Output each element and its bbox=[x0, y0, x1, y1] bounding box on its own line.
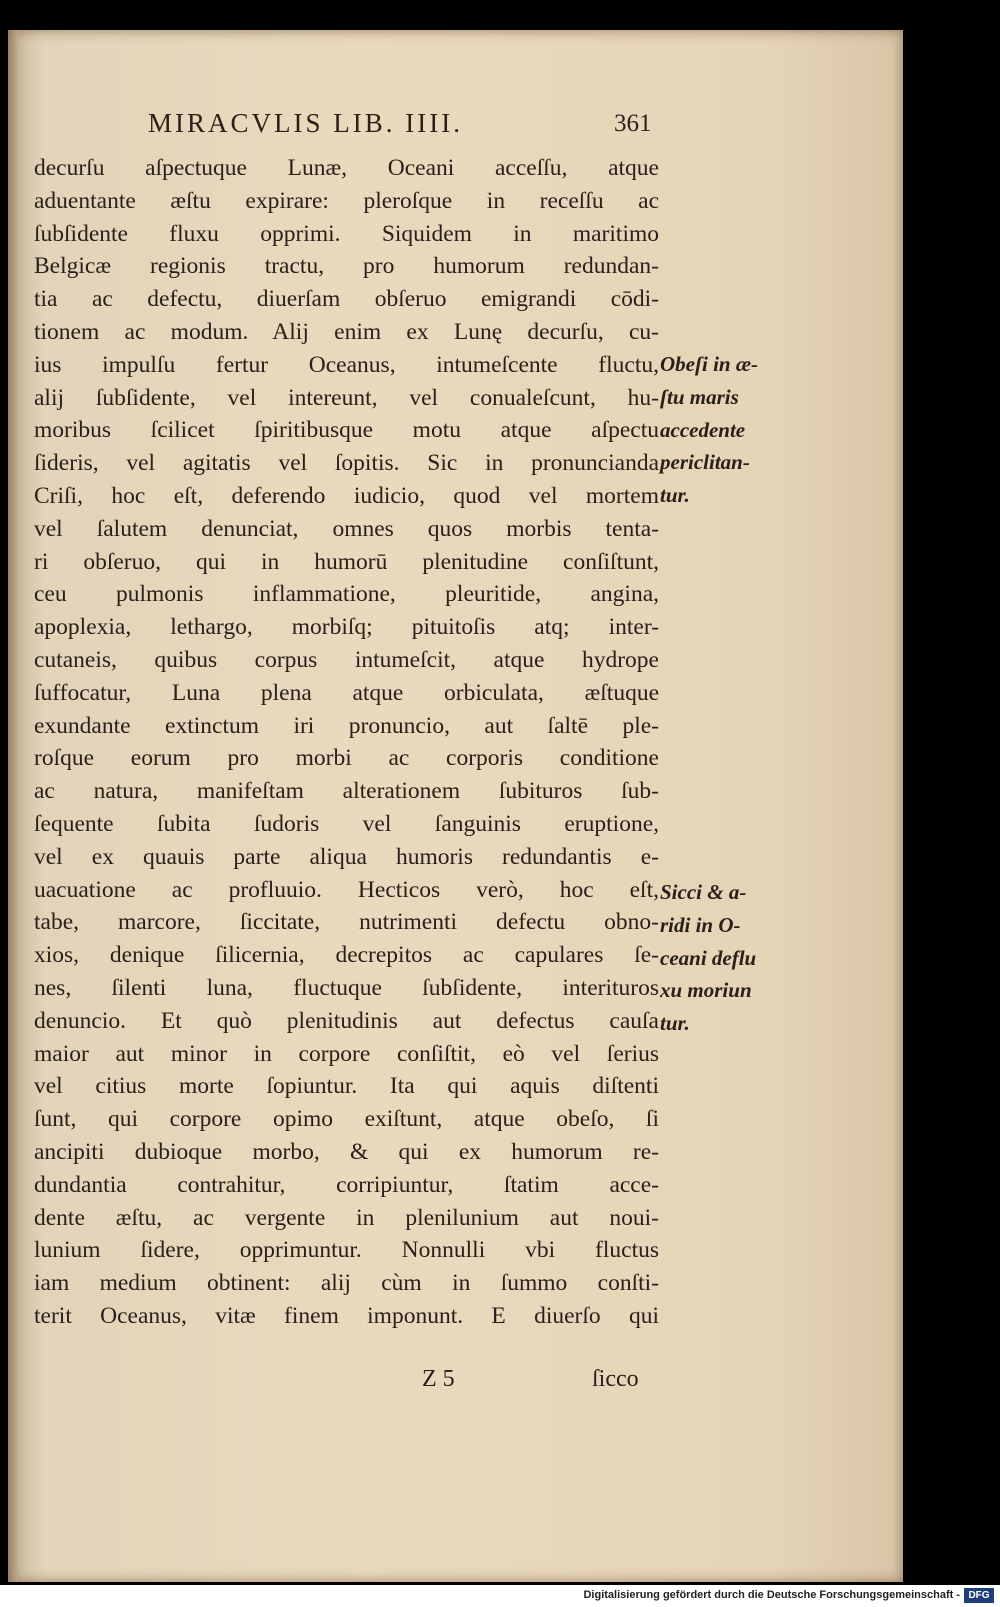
page-number: 361 bbox=[614, 110, 652, 137]
text-line: Criſi, hoc eſt, deferendo iudicio, quod vel mortem bbox=[34, 482, 659, 509]
text-line: uacuatione ac profluuio. Hecticos verò, hoc eſt, bbox=[34, 876, 659, 903]
digitization-footer bbox=[0, 1585, 1000, 1607]
text-line: aduentante æſtu expirare: pleroſque in receſſu ac bbox=[34, 187, 659, 214]
text-line: moribus ſcilicet ſpiritibusque motu atque aſpectu bbox=[34, 417, 659, 444]
text-line: cutaneis, quibus corpus intumeſcit, atque hydrope bbox=[34, 646, 659, 673]
text-line: xios, denique ſilicernia, decrepitos ac capulares ſe- bbox=[34, 942, 659, 969]
text-line: terit Oceanus, vitæ finem imponunt. E diuerſo qui bbox=[34, 1302, 659, 1329]
margin-note-line: tur. bbox=[660, 483, 690, 508]
text-line: tia ac defectu, diuerſam obſeruo emigrandi cōdi- bbox=[34, 286, 659, 313]
footer-credit-text: Digitalisierung gefördert durch die Deutsche Forschungsgemeinschaft - bbox=[583, 1589, 960, 1601]
margin-note-line: Obeſi in æ- bbox=[660, 352, 758, 376]
margin-note-line: xu moriun bbox=[660, 978, 752, 1003]
text-line: ſequente ſubita ſudoris vel ſanguinis eruptione, bbox=[34, 810, 659, 837]
margin-note-line: Sicci & a- bbox=[660, 880, 747, 904]
text-line: ſubſidente fluxu opprimi. Siquidem in maritimo bbox=[34, 220, 659, 247]
text-line: Belgicæ regionis tractu, pro humorum redundan- bbox=[34, 253, 659, 280]
signature-mark: Z 5 bbox=[422, 1366, 455, 1392]
text-line: ſunt, qui corpore opimo exiſtunt, atque obeſo, ſi bbox=[34, 1106, 659, 1133]
margin-note-line: ſtu maris bbox=[660, 384, 739, 409]
text-line: ri obſeruo, qui in humorū plenitudine conſiſtunt, bbox=[34, 548, 659, 575]
text-line: dente æſtu, ac vergente in plenilunium aut noui- bbox=[34, 1204, 659, 1231]
catchword: ſicco bbox=[592, 1366, 639, 1392]
text-line: ſideris, vel agitatis vel ſopitis. Sic in pronuncianda bbox=[34, 450, 659, 477]
text-line: lunium ſidere, opprimuntur. Nonnulli vbi fluctus bbox=[34, 1237, 659, 1264]
text-line: vel citius morte ſopiuntur. Ita qui aquis diſtenti bbox=[34, 1073, 659, 1100]
text-line: apoplexia, lethargo, morbiſq; pituitoſis atq; inter- bbox=[34, 614, 659, 641]
margin-note-line: tur. bbox=[660, 1011, 690, 1036]
margin-note-line: periclitan- bbox=[660, 450, 750, 475]
margin-note-line: ceani deflu bbox=[660, 945, 757, 970]
margin-note-line: ridi in O- bbox=[660, 912, 741, 937]
text-line: iam medium obtinent: alij cùm in ſummo conſti- bbox=[34, 1270, 659, 1297]
text-line: exundante extinctum iri pronuncio, aut ſaltē ple- bbox=[34, 712, 659, 739]
dfg-logo: DFG bbox=[964, 1588, 994, 1603]
text-line: nes, ſilenti luna, fluctuque ſubſidente, interituros bbox=[34, 974, 659, 1001]
text-line: ac natura, manifeſtam alterationem ſubituros ſub- bbox=[34, 778, 659, 805]
text-line: ceu pulmonis inflammatione, pleuritide, angina, bbox=[34, 581, 659, 608]
text-line: vel ex quauis parte aliqua humoris redundantis e- bbox=[34, 843, 659, 870]
running-head: MIRACVLIS LIB. IIII. bbox=[148, 108, 463, 138]
body-text bbox=[34, 152, 659, 1333]
text-line: vel ſalutem denunciat, omnes quos morbis tenta- bbox=[34, 515, 659, 542]
text-line: ius impulſu fertur Oceanus, intumeſcente fluctu, bbox=[34, 351, 659, 378]
margin-note-line: accedente bbox=[660, 417, 746, 442]
text-line: dundantia contrahitur, corripiuntur, ſtatim acce- bbox=[34, 1171, 659, 1198]
text-line: decurſu aſpectuque Lunæ, Oceani acceſſu, atque bbox=[34, 155, 659, 181]
text-line: roſque eorum pro morbi ac corporis conditione bbox=[34, 745, 659, 772]
text-line: tionem ac modum. Alij enim ex Lunę decurſu, cu- bbox=[34, 318, 659, 345]
text-line: ſuffocatur, Luna plena atque orbiculata, æſtuque bbox=[34, 679, 659, 706]
margin-note-obesi bbox=[660, 348, 800, 512]
text-line: ancipiti dubioque morbo, & qui ex humorum re- bbox=[34, 1138, 659, 1165]
page-gutter-shadow bbox=[8, 30, 18, 1582]
text-line: tabe, marcore, ſiccitate, nutrimenti defectu obno- bbox=[34, 909, 659, 936]
text-line: maior aut minor in corpore conſiſtit, eò vel ſerius bbox=[34, 1040, 659, 1067]
margin-note-sicci bbox=[660, 876, 800, 1040]
text-line: denuncio. Et quò plenitudinis aut defectus cauſa bbox=[34, 1007, 659, 1034]
text-line: alij ſubſidente, vel intereunt, vel conualeſcunt, hu- bbox=[34, 384, 659, 411]
